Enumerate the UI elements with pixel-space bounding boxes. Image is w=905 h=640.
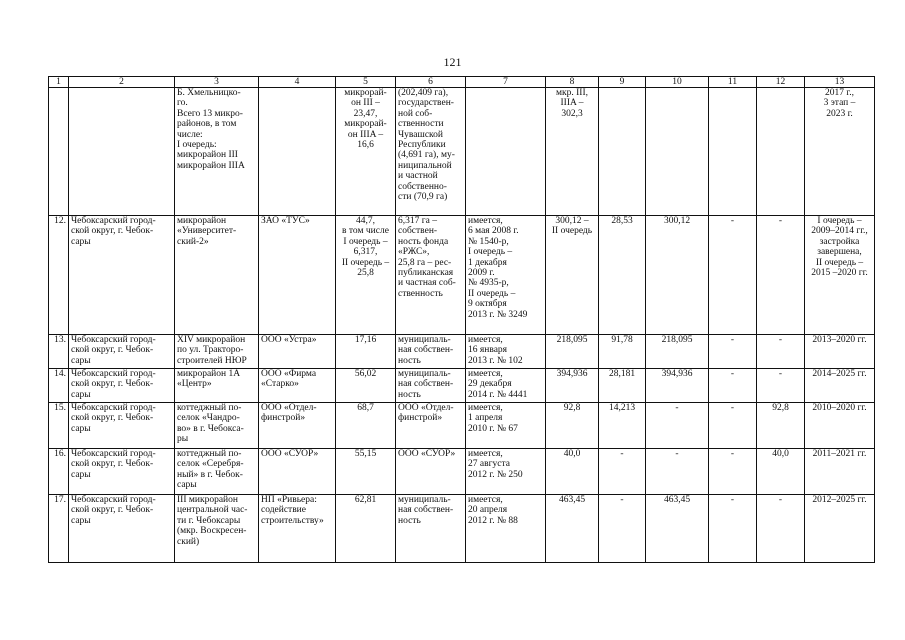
cell-area (336, 335, 396, 369)
cell-text-line: 44,7, (356, 216, 375, 226)
cell-object (175, 495, 259, 563)
column-header: 3 (175, 77, 259, 88)
cell-district (69, 216, 175, 335)
cell-col-10 (646, 495, 709, 563)
cell-text-line: - (620, 495, 624, 505)
cell-text-line: в том числе (342, 226, 389, 237)
cell-row-number: 13. (49, 335, 69, 369)
cell-text-line: - (778, 216, 783, 226)
table-row (49, 216, 875, 335)
cell-text-line: ООО «СУОР» (398, 449, 456, 459)
cell-text-line: 2013–2020 гг. (812, 335, 867, 345)
column-header: 9 (599, 77, 646, 88)
column-header: 7 (466, 77, 546, 88)
cell-period (805, 216, 875, 335)
table-row (49, 88, 875, 216)
cell-text-line: 14,213 (608, 403, 636, 413)
cell-text-line: сары (177, 480, 197, 491)
cell-text-line: центральной час- (177, 505, 248, 516)
cell-text-line: 2009–2014 гг., (811, 226, 868, 237)
cell-text-line: числе: (177, 129, 203, 140)
cell-text-line: ный» в г. Чебок- (177, 469, 243, 480)
cell-text-line: 92,8 (772, 403, 789, 413)
cell-text-line: ской округ, г. Чебок- (71, 379, 154, 390)
cell-text-line: Республики (398, 140, 446, 151)
cell-text-line: XIV микрорайон (177, 335, 246, 345)
cell-object (175, 403, 259, 449)
cell-object (175, 88, 259, 216)
cell-text-line: Чувашской (398, 129, 443, 140)
cell-col-8 (546, 495, 599, 563)
cell-text-line: 6,317, (353, 247, 378, 258)
cell-text-line: 3 этап – (823, 98, 856, 109)
cell-text-line: 62,81 (354, 495, 377, 505)
cell-text-line: (мкр. Воскресен- (177, 526, 247, 537)
column-header: 6 (396, 77, 466, 88)
cell-area (336, 495, 396, 563)
cell-land-ownership (396, 335, 466, 369)
cell-text-line: сары (71, 469, 91, 480)
cell-text-line: ский) (177, 536, 200, 547)
cell-col-9 (599, 403, 646, 449)
cell-developer (259, 335, 336, 369)
table-row (49, 495, 875, 563)
cell-text-line: - (730, 335, 735, 345)
cell-text-line: сары (71, 355, 91, 366)
cell-period (805, 335, 875, 369)
cell-developer (259, 88, 336, 216)
cell-text-line: ский-2» (177, 236, 209, 247)
cell-text-line: - (675, 449, 679, 459)
cell-district (69, 449, 175, 495)
column-header: 2 (69, 77, 175, 88)
cell-text-line: 55,15 (354, 449, 377, 459)
cell-text-line: 2017 г., (825, 88, 854, 98)
cell-developer (259, 495, 336, 563)
cell-text-line: I очередь – (468, 247, 513, 258)
cell-text-line: ской округ, г. Чебок- (71, 226, 154, 237)
cell-land-ownership (396, 216, 466, 335)
cell-text-line: 20 апреля (468, 505, 508, 516)
cell-text-line: ность фонда (398, 236, 449, 247)
cell-text-line: II очередь – (815, 257, 864, 268)
cell-text-line: 16 января (468, 345, 508, 356)
cell-text-line: ской округ, г. Чебок- (71, 413, 154, 424)
cell-text-line: I очередь – (817, 216, 862, 226)
cell-text-line: коттеджный по- (177, 403, 242, 413)
cell-text-line: микрорайон (177, 216, 227, 226)
cell-text-line: (4,691 га), му- (398, 150, 455, 161)
cell-text-line: во» в г. Чебокса- (177, 423, 244, 434)
cell-text-line: 463,45 (558, 495, 586, 505)
cell-permit (466, 495, 546, 563)
cell-text-line: 6,317 га – (398, 216, 437, 226)
cell-text-line: ственность (398, 288, 443, 299)
cell-text-line: ная собствен- (398, 505, 454, 516)
cell-row-number: 12. (49, 216, 69, 335)
cell-text-line: он III – (351, 98, 380, 109)
cell-col-10 (646, 449, 709, 495)
cell-text-line: 23,47, (353, 108, 378, 119)
cell-row-number: 15. (49, 403, 69, 449)
cell-object (175, 449, 259, 495)
cell-area (336, 449, 396, 495)
cell-col-12 (757, 449, 805, 495)
cell-text-line: «Центр» (177, 379, 212, 390)
cell-text-line: «РЖС», (398, 247, 430, 258)
cell-text-line: ООО «Устра» (261, 335, 317, 345)
cell-text-line: ООО «СУОР» (261, 449, 319, 459)
cell-text-line: публиканская (398, 268, 454, 279)
cell-text-line: 25,8 (357, 268, 374, 279)
cell-text-line: микрорай- (344, 88, 387, 98)
cell-text-line: II очередь – (341, 257, 390, 268)
cell-text-line: 2014–2025 гг. (812, 369, 867, 379)
cell-text-line: 28,181 (608, 369, 636, 379)
cell-text-line: сти (70,9 га) (398, 192, 448, 203)
cell-district (69, 403, 175, 449)
cell-text-line: микрорайон IIIA (177, 160, 245, 171)
table-row (49, 449, 875, 495)
cell-text-line: районов, в том (177, 119, 237, 130)
cell-text-line: и частной (398, 171, 438, 182)
cell-text-line: ской округ, г. Чебок- (71, 459, 154, 470)
cell-period (805, 403, 875, 449)
cell-land-ownership (396, 88, 466, 216)
cell-text-line: 56,02 (354, 369, 377, 379)
cell-text-line: Чебоксарский город- (71, 403, 156, 413)
cell-text-line: II очередь – (468, 288, 516, 299)
cell-text-line: ной соб- (398, 108, 433, 119)
cell-developer (259, 369, 336, 403)
cell-object (175, 369, 259, 403)
cell-text-line: ры (177, 434, 189, 445)
cell-text-line: 1 декабря (468, 257, 507, 268)
cell-text-line: сары (71, 389, 91, 400)
cell-period (805, 495, 875, 563)
table-row (49, 403, 875, 449)
cell-district (69, 88, 175, 216)
header-row (49, 77, 875, 88)
cell-text-line: Чебоксарский город- (71, 449, 156, 459)
cell-text-line: (202,409 га), (398, 88, 449, 98)
cell-permit (466, 403, 546, 449)
cell-col-12 (757, 495, 805, 563)
cell-text-line: содействие (261, 505, 306, 516)
cell-col-10 (646, 88, 709, 216)
cell-permit (466, 216, 546, 335)
cell-text-line: - (730, 216, 735, 226)
table-row (49, 335, 875, 369)
cell-text-line: он IIIA – (347, 129, 384, 140)
cell-row-number: 16. (49, 449, 69, 495)
cell-text-line: «Университет- (177, 226, 237, 237)
cell-land-ownership (396, 495, 466, 563)
cell-text-line: 2013 г. № 102 (468, 355, 523, 366)
cell-text-line: I очередь: (177, 140, 217, 151)
column-header: 5 (336, 77, 396, 88)
housing-projects-table (48, 76, 875, 563)
cell-area (336, 88, 396, 216)
cell-col-8 (546, 335, 599, 369)
cell-text-line: ЗАО «ТУС» (261, 216, 310, 226)
cell-col-11 (709, 335, 757, 369)
cell-col-12 (757, 216, 805, 335)
cell-col-10 (646, 369, 709, 403)
cell-text-line: 2012 г. № 250 (468, 469, 523, 480)
cell-text-line: микрорайон III (177, 150, 238, 161)
cell-col-12 (757, 335, 805, 369)
cell-text-line: имеется, (468, 369, 503, 379)
cell-area (336, 403, 396, 449)
cell-permit (466, 369, 546, 403)
cell-land-ownership (396, 369, 466, 403)
cell-col-12 (757, 369, 805, 403)
cell-text-line: ность (398, 515, 421, 526)
cell-text-line: 218,095 (556, 335, 588, 345)
column-header: 11 (709, 77, 757, 88)
cell-text-line: 16,6 (357, 140, 374, 151)
cell-text-line: III микрорайон (177, 495, 238, 505)
column-header: 8 (546, 77, 599, 88)
cell-text-line: № 4935-р, (468, 278, 509, 289)
cell-text-line: Чебоксарский город- (71, 216, 156, 226)
cell-text-line: - (730, 403, 735, 413)
cell-text-line: финстрой» (398, 413, 443, 424)
cell-col-10 (646, 403, 709, 449)
cell-text-line: ниципальной (398, 160, 452, 171)
cell-text-line: собственно- (398, 181, 447, 192)
cell-text-line: 9 октября (468, 299, 507, 310)
cell-text-line: муниципаль- (398, 495, 451, 505)
cell-text-line: и частная соб- (398, 278, 456, 289)
cell-text-line: коттеджный по- (177, 449, 242, 459)
cell-text-line: го. (177, 98, 188, 109)
cell-text-line: - (730, 495, 735, 505)
cell-text-line: 6 мая 2008 г. (468, 226, 519, 237)
cell-period (805, 449, 875, 495)
cell-text-line: 40,0 (772, 449, 789, 459)
cell-text-line: ная собствен- (398, 379, 454, 390)
cell-col-9 (599, 335, 646, 369)
cell-text-line: 394,936 (661, 369, 693, 379)
cell-text-line: НП «Ривьера: (261, 495, 317, 505)
table-row (49, 369, 875, 403)
cell-text-line: I очередь – (343, 236, 388, 247)
cell-text-line: № 1540-р, (468, 236, 509, 247)
cell-row-number (49, 88, 69, 216)
cell-text-line: 2015 –2020 гг. (811, 268, 868, 279)
cell-text-line: 218,095 (661, 335, 693, 345)
cell-text-line: Всего 13 микро- (177, 108, 243, 119)
cell-text-line: ная собствен- (398, 345, 454, 356)
cell-text-line: 463,45 (663, 495, 691, 505)
cell-row-number: 14. (49, 369, 69, 403)
column-header: 4 (259, 77, 336, 88)
cell-developer (259, 216, 336, 335)
cell-col-9 (599, 495, 646, 563)
cell-developer (259, 449, 336, 495)
cell-col-8 (546, 449, 599, 495)
cell-text-line: 25,8 га – рес- (398, 257, 452, 268)
cell-text-line: микрорай- (344, 119, 387, 130)
cell-text-line: 17,16 (354, 335, 377, 345)
cell-text-line: 29 декабря (468, 379, 512, 390)
cell-text-line: 394,936 (556, 369, 588, 379)
cell-text-line: государствен- (398, 98, 454, 109)
cell-text-line: Чебоксарский город- (71, 335, 156, 345)
cell-text-line: Б. Хмельницко- (177, 88, 241, 98)
cell-land-ownership (396, 403, 466, 449)
cell-text-line: - (620, 449, 624, 459)
cell-text-line: имеется, (468, 495, 503, 505)
cell-col-11 (709, 88, 757, 216)
table-body (49, 88, 875, 563)
cell-text-line: 28,53 (611, 216, 633, 226)
cell-text-line: 2013 г. № 3249 (468, 309, 528, 320)
cell-period (805, 369, 875, 403)
cell-text-line: 2023 г. (826, 108, 853, 119)
column-header: 13 (805, 77, 875, 88)
cell-col-8 (546, 88, 599, 216)
cell-text-line: 40,0 (563, 449, 581, 459)
cell-text-line: сары (71, 515, 91, 526)
cell-text-line: ность (398, 389, 421, 400)
cell-col-11 (709, 403, 757, 449)
cell-text-line: ООО «Отдел- (398, 403, 454, 413)
cell-col-9 (599, 216, 646, 335)
cell-text-line: строителей НЮР (177, 355, 247, 366)
cell-text-line: сары (71, 423, 91, 434)
cell-district (69, 495, 175, 563)
cell-text-line: - (675, 403, 679, 413)
cell-text-line: финстрой» (261, 413, 306, 424)
cell-text-line: 300,12 (663, 216, 691, 226)
cell-text-line: Чебоксарский город- (71, 495, 156, 505)
cell-text-line: имеется, (468, 403, 503, 413)
cell-area (336, 369, 396, 403)
cell-col-12 (757, 403, 805, 449)
cell-text-line: 2012–2025 гг. (812, 495, 867, 505)
cell-text-line: собствен- (398, 226, 438, 237)
cell-col-11 (709, 449, 757, 495)
cell-col-8 (546, 403, 599, 449)
cell-permit (466, 88, 546, 216)
cell-text-line: 2010 г. № 67 (468, 423, 518, 434)
cell-text-line: 27 августа (468, 459, 510, 470)
cell-text-line: ской округ, г. Чебок- (71, 345, 154, 356)
cell-permit (466, 335, 546, 369)
cell-col-10 (646, 335, 709, 369)
cell-col-9 (599, 369, 646, 403)
cell-text-line: 300,12 – (555, 216, 589, 226)
cell-text-line: ственности (398, 119, 444, 130)
cell-period (805, 88, 875, 216)
cell-developer (259, 403, 336, 449)
cell-text-line: имеется, (468, 335, 503, 345)
cell-col-9 (599, 88, 646, 216)
cell-text-line: по ул. Тракторо- (177, 345, 244, 356)
cell-text-line: ти г. Чебоксары (177, 515, 241, 526)
cell-col-10 (646, 216, 709, 335)
cell-text-line: 91,78 (611, 335, 633, 345)
cell-col-11 (709, 216, 757, 335)
cell-text-line: ской округ, г. Чебок- (71, 505, 154, 516)
cell-text-line: «Старко» (261, 379, 299, 390)
cell-land-ownership (396, 449, 466, 495)
cell-text-line: 2010–2020 гг. (812, 403, 867, 413)
cell-object (175, 335, 259, 369)
column-header: 12 (757, 77, 805, 88)
cell-text-line: 68,7 (357, 403, 374, 413)
cell-text-line: застройка (819, 236, 860, 247)
cell-object (175, 216, 259, 335)
cell-text-line: 302,3 (561, 108, 583, 119)
cell-text-line: - (730, 449, 735, 459)
cell-text-line: строительству» (261, 515, 324, 526)
cell-text-line: имеется, (468, 216, 503, 226)
cell-text-line: 2009 г. (468, 268, 495, 279)
cell-text-line: - (778, 495, 783, 505)
cell-text-line: муниципаль- (398, 335, 451, 345)
cell-text-line: 2011–2021 гг. (812, 449, 867, 459)
cell-col-11 (709, 495, 757, 563)
cell-text-line: завершена, (817, 247, 862, 258)
cell-col-8 (546, 216, 599, 335)
cell-area (336, 216, 396, 335)
cell-col-9 (599, 449, 646, 495)
cell-text-line: имеется, (468, 449, 503, 459)
cell-district (69, 369, 175, 403)
cell-text-line: IIIA – (560, 98, 584, 109)
cell-text-line: ность (398, 355, 421, 366)
cell-text-line: Чебоксарский город- (71, 369, 156, 379)
column-header: 1 (49, 77, 69, 88)
cell-text-line: мкр. III, (556, 88, 588, 98)
cell-text-line: - (730, 369, 735, 379)
cell-text-line: 2014 г. № 4441 (468, 389, 528, 400)
cell-text-line: 2012 г. № 88 (468, 515, 518, 526)
cell-text-line: ООО «Фирма (261, 369, 317, 379)
cell-text-line: II очередь (551, 226, 593, 237)
cell-text-line: муниципаль- (398, 369, 451, 379)
cell-permit (466, 449, 546, 495)
cell-text-line: селок «Серебря- (177, 459, 244, 470)
cell-text-line: - (778, 369, 783, 379)
cell-row-number: 17. (49, 495, 69, 563)
column-header: 10 (646, 77, 709, 88)
cell-col-11 (709, 369, 757, 403)
page-number: 121 (443, 55, 462, 69)
cell-text-line: ООО «Отдел- (261, 403, 317, 413)
cell-text-line: селок «Чандро- (177, 413, 240, 424)
cell-district (69, 335, 175, 369)
cell-text-line: - (778, 335, 783, 345)
cell-text-line: микрорайон 1А (177, 369, 241, 379)
cell-text-line: 1 апреля (468, 413, 503, 424)
cell-col-8 (546, 369, 599, 403)
cell-text-line: сары (71, 236, 91, 247)
cell-text-line: 92,8 (563, 403, 581, 413)
cell-col-12 (757, 88, 805, 216)
